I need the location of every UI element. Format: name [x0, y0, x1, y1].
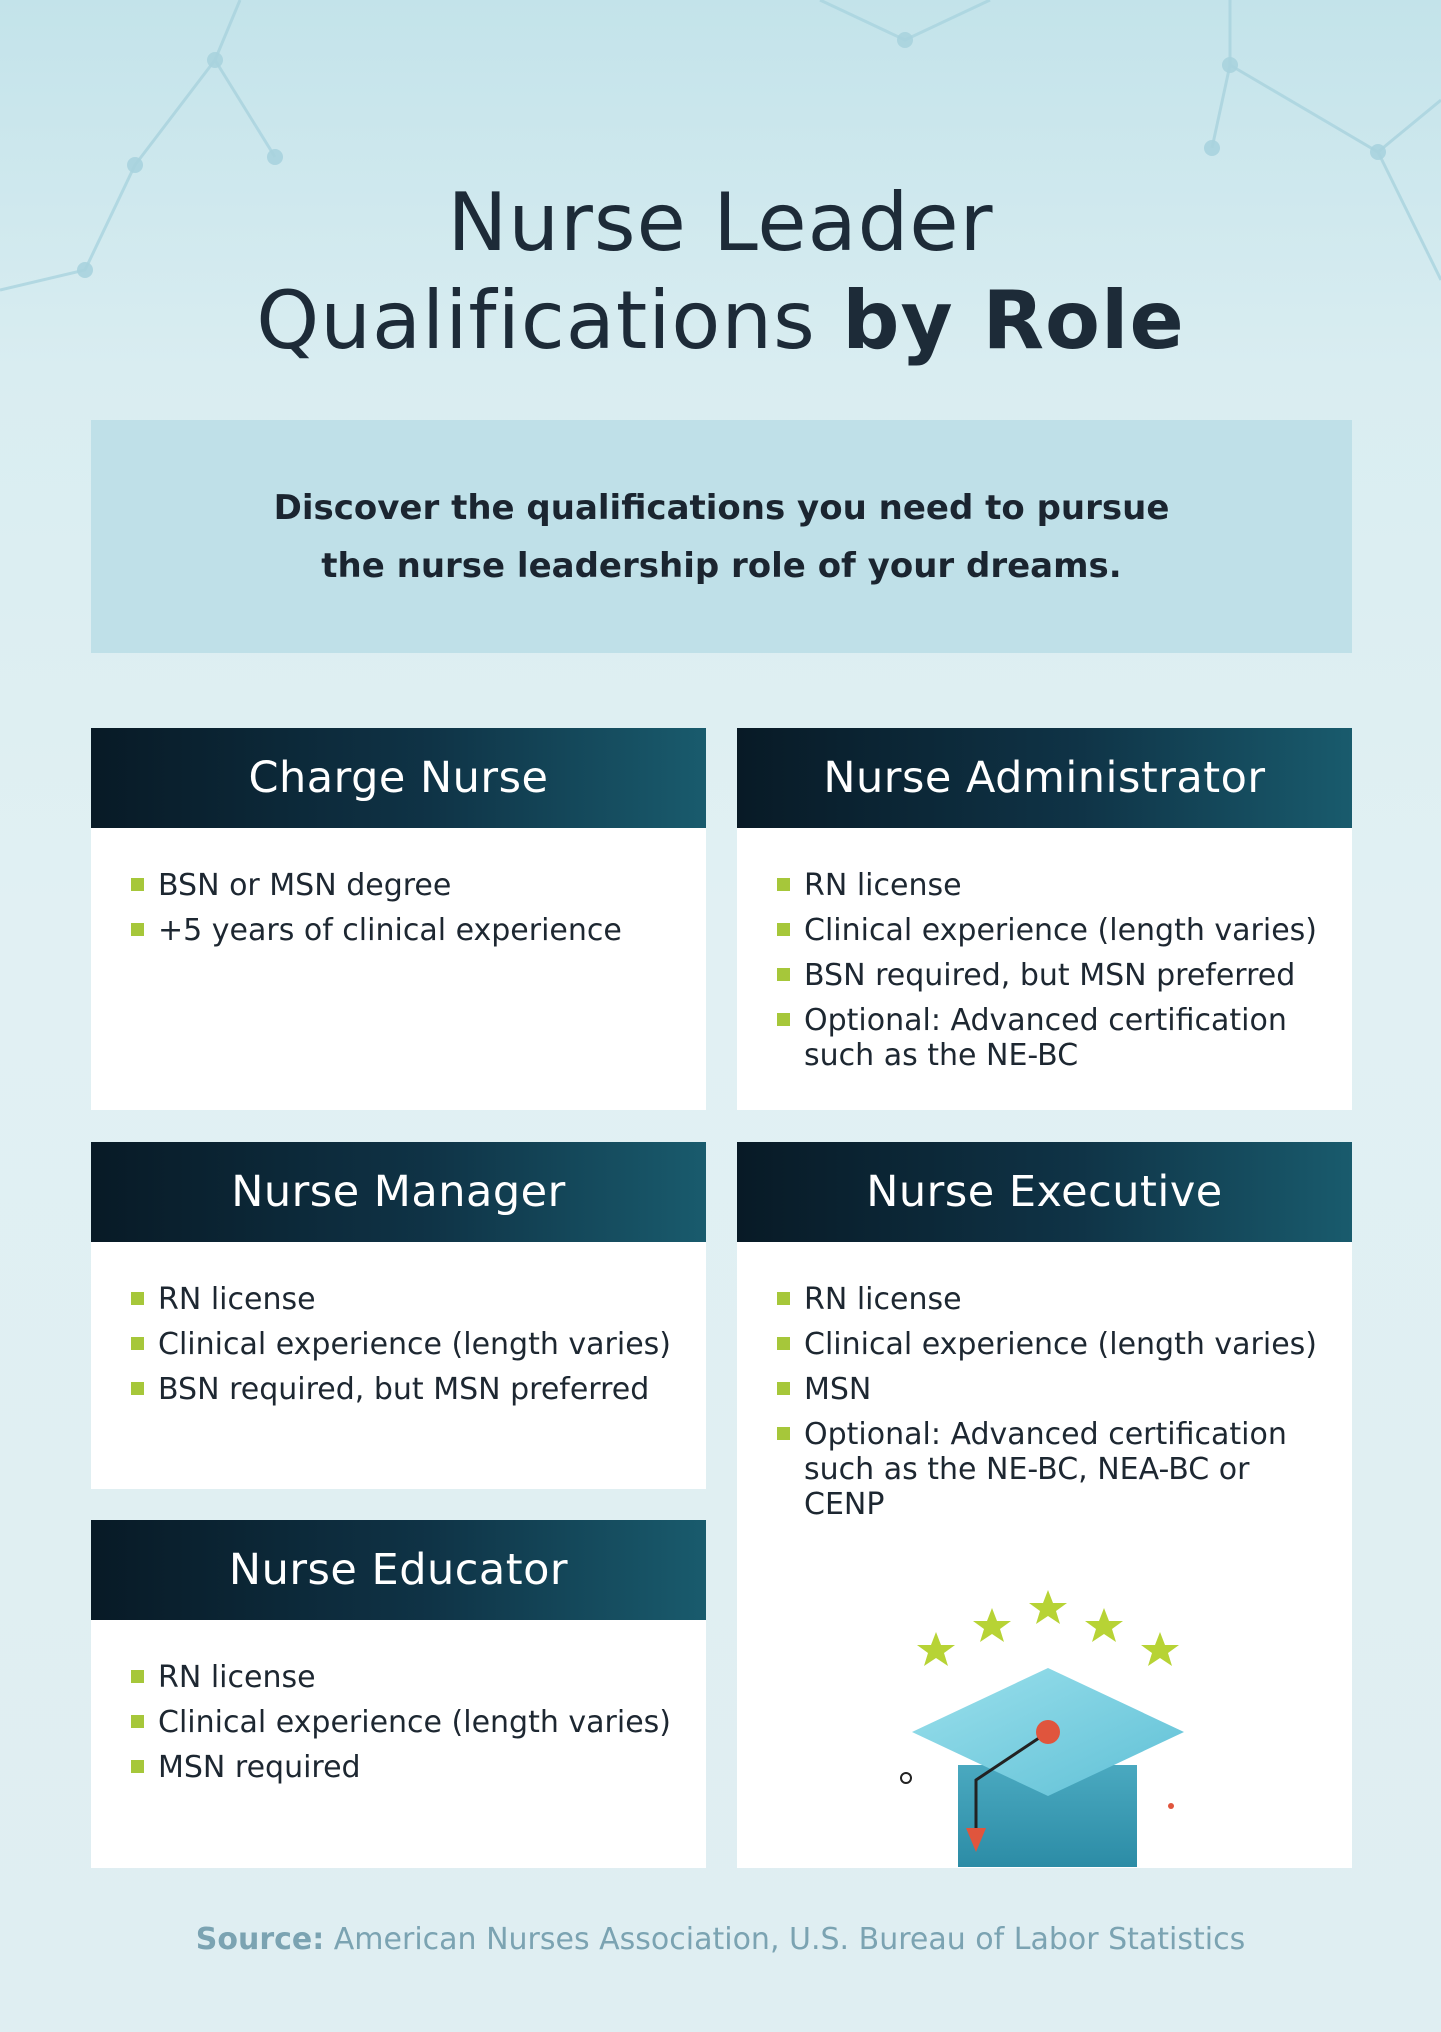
source-credit [0, 1922, 1441, 1957]
qualification-list [737, 1242, 1352, 1522]
graduation-cap-icon [900, 1580, 1200, 1870]
intro-text: Discover the qualifications you need to pursue the nurse leadership role of your dreams. [273, 487, 1170, 586]
card-header [91, 728, 706, 828]
qualification-item: +5 years of clinical experience [131, 913, 686, 948]
card-charge-nurse [91, 728, 706, 1110]
title-line-2-regular: Qualifications [256, 273, 843, 367]
card-header [737, 1142, 1352, 1242]
qualification-item: Clinical experience (length varies) [777, 1327, 1332, 1362]
card-title: Charge Nurse [248, 753, 549, 803]
qualification-item: BSN or MSN degree [131, 868, 686, 903]
card-nurse-manager [91, 1142, 706, 1489]
qualification-item: MSN [777, 1372, 1332, 1407]
qualification-item: Clinical experience (length varies) [131, 1705, 686, 1740]
qualification-item: RN license [777, 1282, 1332, 1317]
source-label: Source: [195, 1922, 325, 1957]
card-header [91, 1520, 706, 1620]
qualification-item: RN license [777, 868, 1332, 903]
qualification-list [737, 828, 1352, 1073]
card-title: Nurse Educator [228, 1545, 569, 1595]
card-title: Nurse Administrator [823, 753, 1266, 803]
title-line-2 [0, 272, 1441, 370]
qualification-item: MSN required [131, 1750, 686, 1785]
qualification-item: Optional: Advanced certification such as the NE-BC, NEA-BC or CENP [777, 1417, 1332, 1522]
page-title [0, 174, 1441, 370]
card-nurse-administrator [737, 728, 1352, 1110]
title-line-2-bold: by Role [842, 273, 1185, 367]
qualification-item: RN license [131, 1282, 686, 1317]
qualification-list [91, 828, 706, 948]
card-header [737, 728, 1352, 828]
card-nurse-educator [91, 1520, 706, 1868]
qualification-list [91, 1242, 706, 1407]
qualification-item: Clinical experience (length varies) [777, 913, 1332, 948]
qualification-item: Optional: Advanced certification such as the NE-BC [777, 1003, 1332, 1073]
card-title: Nurse Manager [231, 1167, 566, 1217]
card-title: Nurse Executive [866, 1167, 1223, 1217]
qualification-item: BSN required, but MSN preferred [131, 1372, 686, 1407]
card-header [91, 1142, 706, 1242]
star-icon [917, 1590, 1179, 1666]
qualification-item: BSN required, but MSN preferred [777, 958, 1332, 993]
qualification-item: Clinical experience (length varies) [131, 1327, 686, 1362]
title-line-1: Nurse Leader [447, 175, 994, 269]
source-text: American Nurses Association, U.S. Bureau of Labor Statistics [324, 1922, 1246, 1957]
intro-banner [91, 420, 1352, 653]
qualification-list [91, 1620, 706, 1785]
qualification-item: RN license [131, 1660, 686, 1695]
